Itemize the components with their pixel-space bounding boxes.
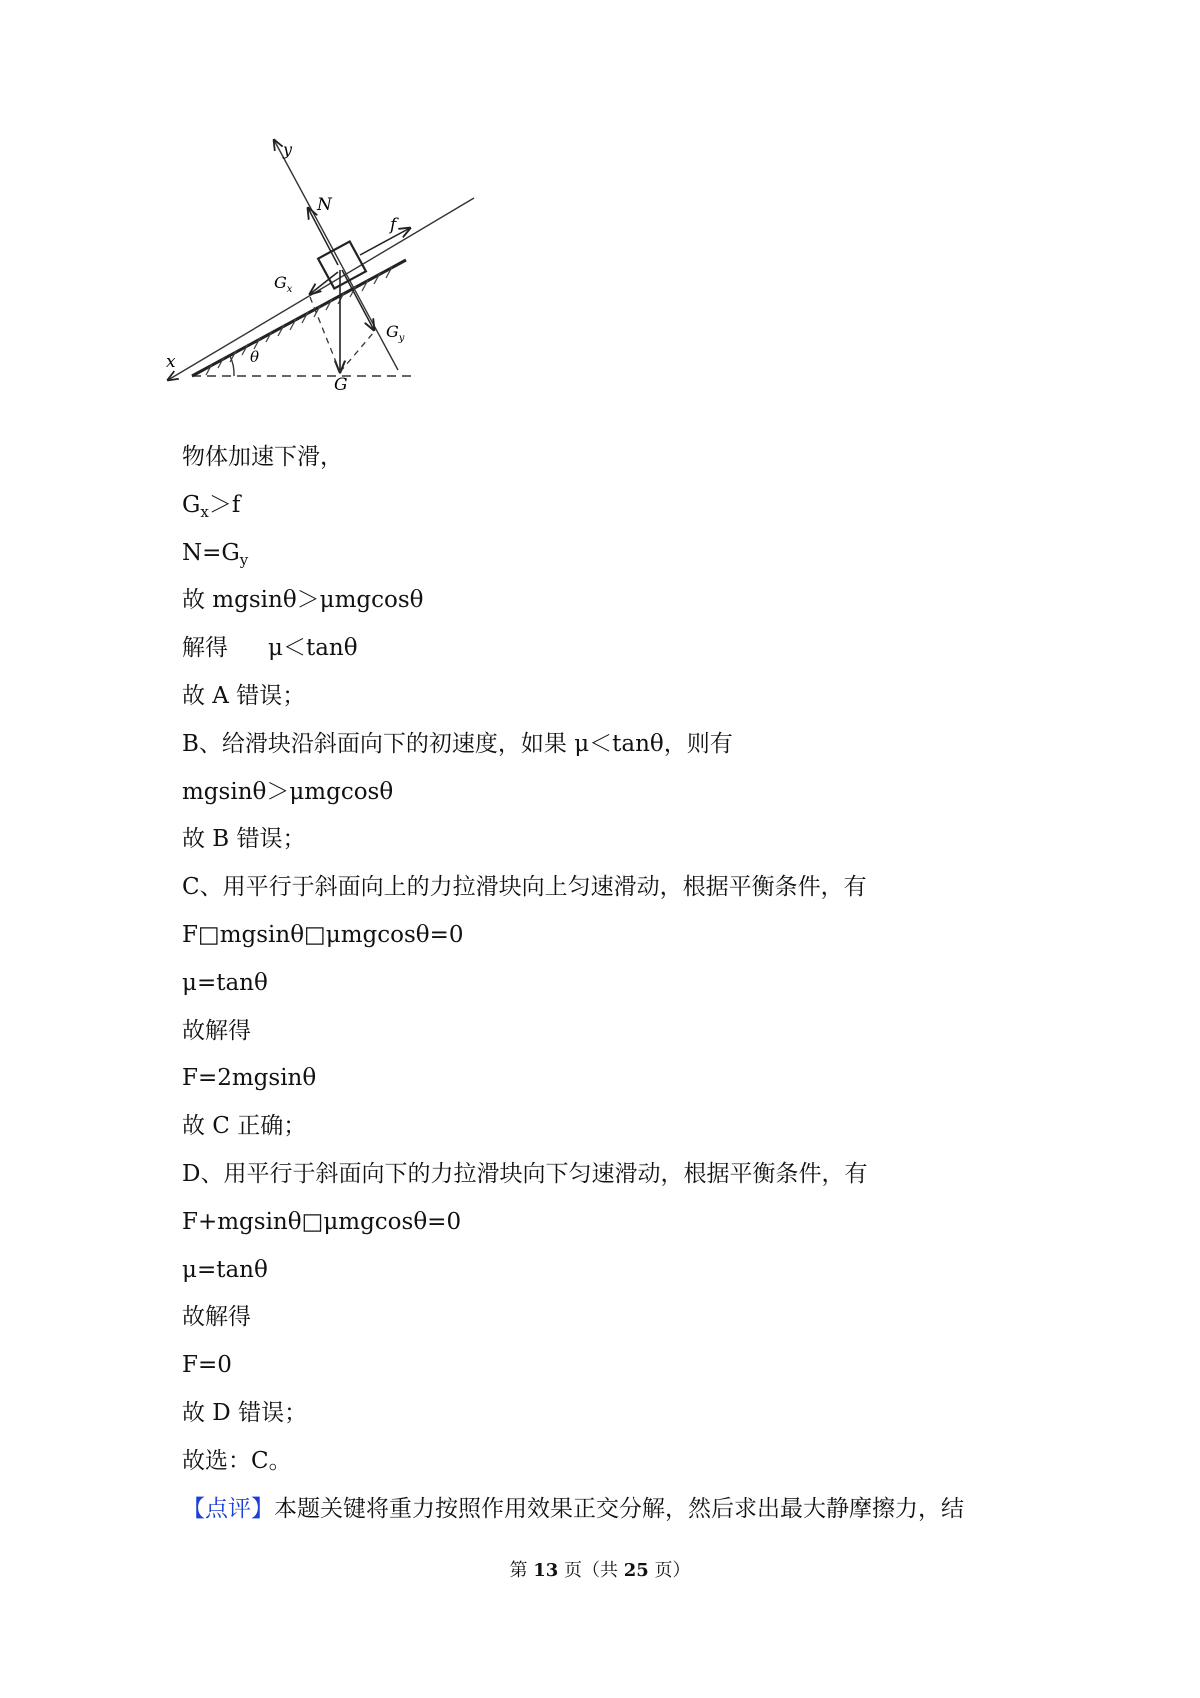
text-line: 故解得 <box>182 1304 251 1331</box>
text-line: μ=tanθ <box>182 1256 268 1283</box>
text-line: D、用平行于斜面向下的力拉滑块向下匀速滑动，根据平衡条件，有 <box>182 1160 868 1187</box>
solution-text <box>182 434 1082 1533</box>
text-line: F□mgsinθ□μmgcosθ=0 <box>182 921 464 948</box>
solve-result: μ＜tanθ <box>268 635 358 662</box>
text-line: mgsinθ＞μmgcosθ <box>182 778 394 805</box>
formula-main: G <box>182 491 201 518</box>
text-line: μ=tanθ <box>182 969 268 996</box>
text-line: 故解得 <box>182 1017 251 1044</box>
page-number: 13 <box>533 1560 559 1581</box>
text-line-gx-gt-f <box>182 482 1082 530</box>
label-N: N <box>317 195 332 215</box>
footer-middle: 页（共 <box>558 1560 624 1581</box>
formula-rest: ＞f <box>208 491 241 518</box>
label-Gx: $G_x$ <box>274 273 293 295</box>
formula-main: N=G <box>182 539 240 566</box>
text-line: 故选：C。 <box>182 1447 292 1474</box>
review-line <box>182 1486 1082 1534</box>
text-line: F+mgsinθ□μmgcosθ=0 <box>182 1208 462 1235</box>
text-line-n-eq-gy <box>182 530 1082 578</box>
label-Gy: $G_y$ <box>386 322 405 344</box>
text-line: 故 D 错误； <box>182 1399 308 1426</box>
text-line: F=2mgsinθ <box>182 1065 317 1092</box>
label-f: f <box>390 215 397 235</box>
footer-suffix: 页） <box>648 1560 691 1581</box>
text-line: 物体加速下滑， <box>182 444 343 470</box>
text-line-solve <box>182 625 1082 673</box>
gx-component-arrow <box>310 272 338 294</box>
dashed-construction-2 <box>340 332 374 372</box>
theta-arc <box>230 356 234 376</box>
x-axis <box>168 198 474 380</box>
incline-surface <box>192 260 406 376</box>
page-footer <box>0 1556 1200 1582</box>
text-line: 故 C 正确； <box>182 1113 307 1140</box>
review-label: 【点评】 <box>182 1495 274 1522</box>
label-y: y <box>283 140 293 159</box>
text-line: 故 mgsinθ＞μmgcosθ <box>182 587 424 614</box>
solve-label: 解得 <box>182 635 228 662</box>
review-text: 本题关键将重力按照作用效果正交分解，然后求出最大静摩擦力，结 <box>274 1495 964 1522</box>
formula-subscript: y <box>239 550 249 569</box>
total-pages: 25 <box>623 1560 649 1581</box>
text-line: F=0 <box>182 1352 232 1379</box>
label-theta: θ <box>250 348 260 366</box>
text-line: B、给滑块沿斜面向下的初速度，如果 μ＜tanθ，则有 <box>182 730 733 757</box>
text-line: C、用平行于斜面向上的力拉滑块向上匀速滑动，根据平衡条件，有 <box>182 874 867 901</box>
label-x: x <box>166 352 176 372</box>
label-G: G <box>334 375 348 395</box>
text-line: 故 B 错误； <box>182 826 306 853</box>
dashed-construction-1 <box>310 297 340 372</box>
force-diagram <box>166 140 512 432</box>
footer-prefix: 第 <box>509 1560 534 1581</box>
formula-subscript: x <box>200 502 209 521</box>
text-line: 故 A 错误； <box>182 682 306 709</box>
